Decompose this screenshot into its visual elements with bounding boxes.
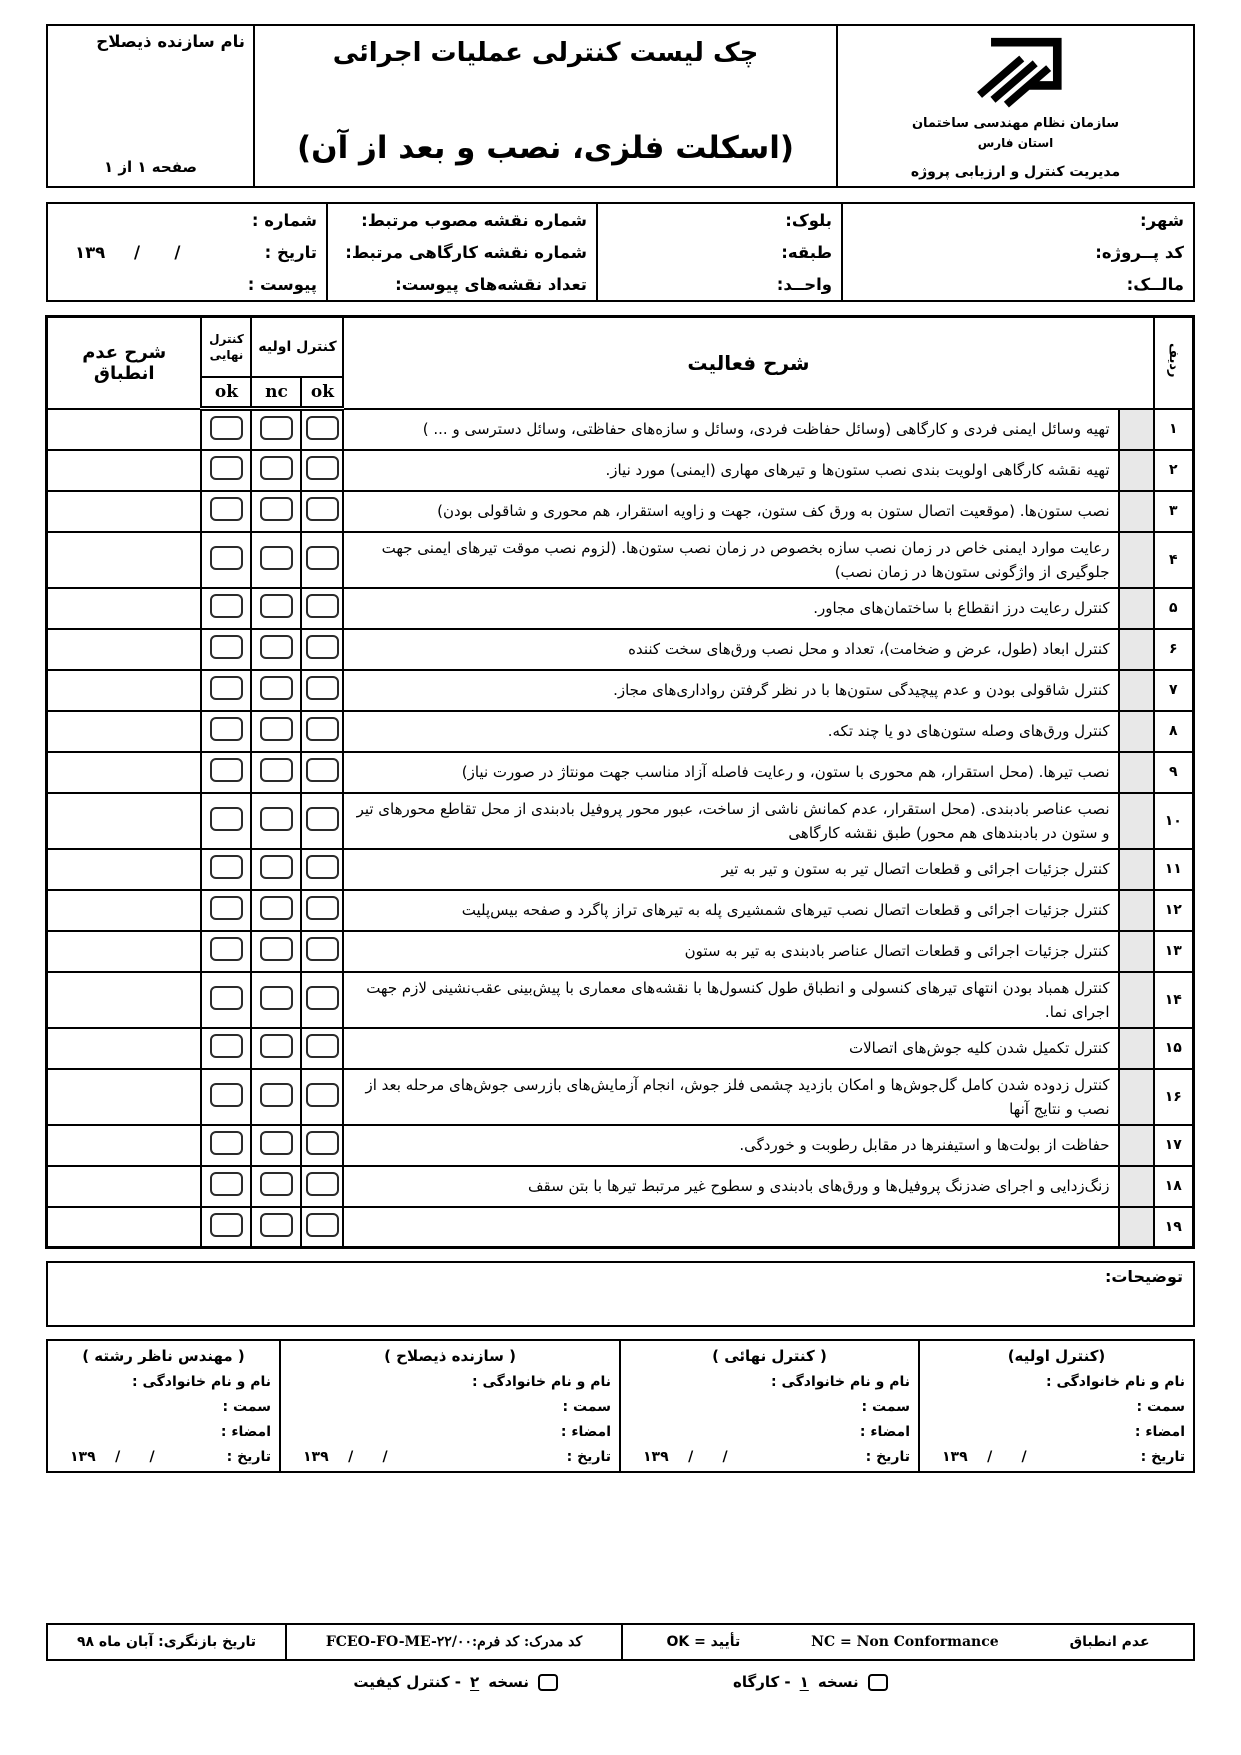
org-name-line2: استان فارس <box>977 136 1054 151</box>
final-ok-cell <box>201 629 251 670</box>
attached-plans-label: تعداد نقشه‌های پیوست: <box>395 274 587 294</box>
final-ok-checkbox[interactable] <box>210 546 243 570</box>
initial-nc-checkbox[interactable] <box>260 456 293 480</box>
initial-nc-cell <box>251 629 301 670</box>
copy1-item <box>733 1673 888 1691</box>
subheader-initial-nc: nc <box>251 377 301 409</box>
final-ok-cell <box>201 849 251 890</box>
initial-nc-cell <box>251 1207 301 1248</box>
row-spacer-strip <box>1119 532 1154 588</box>
row-index: ۱۴ <box>1154 972 1194 1028</box>
info-col-position <box>598 204 843 300</box>
final-ok-cell <box>201 450 251 491</box>
initial-ok-cell <box>301 1125 343 1166</box>
checklist-row <box>46 450 1193 491</box>
copy1-rest: - کارگاه <box>733 1673 791 1691</box>
row-index: ۶ <box>1154 629 1194 670</box>
row-spacer-strip <box>1119 1166 1154 1207</box>
checklist-row <box>46 409 1193 450</box>
initial-nc-checkbox[interactable] <box>260 758 293 782</box>
sig-signature-label: امضاء : <box>1134 1423 1185 1440</box>
row-spacer-strip <box>1119 1207 1154 1248</box>
sig-name-label: نام و نام خانوادگی : <box>770 1374 910 1391</box>
row-index: ۹ <box>1154 752 1194 793</box>
row-index: ۷ <box>1154 670 1194 711</box>
row-index: ۵ <box>1154 588 1194 629</box>
initial-ok-cell <box>301 1207 343 1248</box>
sig-date-value: / / ۱۳۹ <box>303 1448 388 1465</box>
final-ok-cell <box>201 1069 251 1125</box>
org-identity-cell <box>838 26 1193 186</box>
row-index: ۱۷ <box>1154 1125 1194 1166</box>
initial-ok-checkbox[interactable] <box>306 855 339 879</box>
sig-position-label: سمت : <box>1136 1399 1185 1416</box>
signature-role-title: ( مهندس ناظر رشته ) <box>82 1347 245 1365</box>
row-spacer-strip <box>1119 409 1154 450</box>
activity-text: زنگ‌زدایی و اجرای ضدزنگ پروفیل‌ها و ورق‌های بادبندی و سطوح غیر مرتبط تیرها با بتن سقف <box>343 1166 1118 1207</box>
final-ok-cell <box>201 793 251 849</box>
checklist-row <box>46 1125 1193 1166</box>
initial-ok-checkbox[interactable] <box>306 1172 339 1196</box>
initial-nc-cell <box>251 450 301 491</box>
org-logo-icon <box>968 34 1064 112</box>
checklist-row <box>46 972 1193 1028</box>
initial-nc-cell <box>251 491 301 532</box>
checklist-row <box>46 491 1193 532</box>
initial-ok-checkbox[interactable] <box>306 456 339 480</box>
sig-signature-label: امضاء : <box>859 1423 910 1440</box>
signature-column <box>621 1341 920 1471</box>
initial-ok-cell <box>301 849 343 890</box>
activity-text: نصب تیرها. (محل استقرار، هم محوری با ستون، و رعایت فاصله آزاد مناسب جهت مونتاژ در صورت نیاز) <box>343 752 1118 793</box>
final-ok-cell <box>201 1166 251 1207</box>
initial-ok-cell <box>301 1028 343 1069</box>
sig-name-label: نام و نام خانوادگی : <box>471 1374 611 1391</box>
nonconformance-desc-cell <box>46 629 201 670</box>
final-ok-checkbox[interactable] <box>210 1213 243 1237</box>
initial-nc-checkbox[interactable] <box>260 855 293 879</box>
row-spacer-strip <box>1119 1125 1154 1166</box>
copy1-label: نسخه <box>817 1673 859 1691</box>
initial-nc-cell <box>251 1125 301 1166</box>
signature-column <box>920 1341 1193 1471</box>
remarks-box <box>46 1261 1195 1327</box>
initial-ok-checkbox[interactable] <box>306 1034 339 1058</box>
initial-nc-cell <box>251 532 301 588</box>
copy2-checkbox[interactable] <box>538 1674 558 1691</box>
activity-text: تهیه نقشه کارگاهی اولویت بندی نصب ستون‌ها و تیرهای مهاری (ایمنی) مورد نیاز. <box>343 450 1118 491</box>
info-col-drawings <box>328 204 598 300</box>
initial-nc-cell <box>251 711 301 752</box>
row-spacer-strip <box>1119 1028 1154 1069</box>
row-index: ۱۱ <box>1154 849 1194 890</box>
initial-nc-checkbox[interactable] <box>260 416 293 440</box>
checklist-body <box>46 409 1193 1248</box>
activity-text: تهیه وسائل ایمنی فردی و کارگاهی (وسائل حفاظت فردی، وسائل و سازه‌های حفاظتی، وسائل دسترسی و ... ) <box>343 409 1118 450</box>
initial-ok-cell <box>301 491 343 532</box>
legend-bar <box>46 1623 1195 1661</box>
initial-ok-checkbox[interactable] <box>306 758 339 782</box>
nonconformance-desc-cell <box>46 972 201 1028</box>
final-ok-cell <box>201 1125 251 1166</box>
nonconformance-desc-cell <box>46 1125 201 1166</box>
final-ok-checkbox[interactable] <box>210 416 243 440</box>
nonconformance-desc-cell <box>46 890 201 931</box>
final-ok-cell <box>201 532 251 588</box>
final-ok-cell <box>201 752 251 793</box>
activity-text: کنترل جزئیات اجرائی و قطعات اتصال تیر به ستون و تیر به تیر <box>343 849 1118 890</box>
checklist-row <box>46 532 1193 588</box>
final-ok-cell <box>201 1207 251 1248</box>
legend-nc-fa: عدم انطباق <box>1069 1634 1150 1650</box>
initial-nc-checkbox[interactable] <box>260 1083 293 1107</box>
row-index: ۱۸ <box>1154 1166 1194 1207</box>
initial-nc-checkbox[interactable] <box>260 937 293 961</box>
initial-nc-checkbox[interactable] <box>260 986 293 1010</box>
initial-ok-cell <box>301 670 343 711</box>
owner-label: مالــک: <box>1126 274 1184 294</box>
sig-date-label: تاریخ : <box>226 1448 271 1465</box>
sig-position-label: سمت : <box>562 1399 611 1416</box>
checklist-row <box>46 890 1193 931</box>
initial-nc-checkbox[interactable] <box>260 1213 293 1237</box>
row-spacer-strip <box>1119 711 1154 752</box>
initial-ok-checkbox[interactable] <box>306 497 339 521</box>
final-ok-checkbox[interactable] <box>210 497 243 521</box>
final-ok-checkbox[interactable] <box>210 807 243 831</box>
nonconformance-desc-cell <box>46 409 201 450</box>
initial-nc-checkbox[interactable] <box>260 896 293 920</box>
activity-text <box>343 1207 1118 1248</box>
initial-nc-cell <box>251 1028 301 1069</box>
column-header-nonconformance: شرح عدم انطباق <box>46 317 201 409</box>
activity-text: کنترل جزئیات اجرائی و قطعات اتصال عناصر بادبندی به تیر به ستون <box>343 931 1118 972</box>
initial-ok-cell <box>301 752 343 793</box>
initial-ok-checkbox[interactable] <box>306 717 339 741</box>
activity-text: کنترل رعایت درز انقطاع با ساختمان‌های مجاور. <box>343 588 1118 629</box>
org-department-line: مدیریت کنترل و ارزیابی پروژه <box>910 163 1121 180</box>
activity-text: کنترل ورق‌های وصله ستون‌های دو یا چند تکه. <box>343 711 1118 752</box>
initial-ok-cell <box>301 931 343 972</box>
sig-date-label: تاریخ : <box>865 1448 910 1465</box>
activity-text: رعایت موارد ایمنی خاص در زمان نصب سازه بخصوص در زمان نصب ستون‌ها. (لزوم نصب موقت تیرهای ایمنی جهت جلوگیری از واژگونی ستون‌ها در زمان نصب) <box>343 532 1118 588</box>
initial-ok-cell <box>301 450 343 491</box>
final-ok-checkbox[interactable] <box>210 896 243 920</box>
page-number-label: صفحه ۱ از ۱ <box>104 158 197 176</box>
initial-ok-checkbox[interactable] <box>306 986 339 1010</box>
final-ok-cell <box>201 711 251 752</box>
column-header-final-control: کنترل نهایی <box>201 317 251 377</box>
legend-ok: تأیید = OK <box>666 1634 741 1650</box>
nonconformance-desc-cell <box>46 1028 201 1069</box>
checklist-row <box>46 752 1193 793</box>
legend-doc-code: کد مدرک: کد فرم:FCEO-FO-ME-۲۲/۰۰ <box>287 1625 623 1659</box>
row-index: ۱۹ <box>1154 1207 1194 1248</box>
checklist-row <box>46 849 1193 890</box>
final-ok-cell <box>201 1028 251 1069</box>
initial-nc-cell <box>251 752 301 793</box>
initial-nc-checkbox[interactable] <box>260 1131 293 1155</box>
initial-ok-checkbox[interactable] <box>306 676 339 700</box>
final-ok-checkbox[interactable] <box>210 594 243 618</box>
copy1-checkbox[interactable] <box>868 1674 888 1691</box>
final-ok-cell <box>201 588 251 629</box>
final-ok-cell <box>201 670 251 711</box>
project-code-label: کد پــروژه: <box>1095 242 1184 262</box>
sig-name-label: نام و نام خانوادگی : <box>1045 1374 1185 1391</box>
row-spacer-strip <box>1119 752 1154 793</box>
row-spacer-strip <box>1119 450 1154 491</box>
nonconformance-desc-cell <box>46 670 201 711</box>
initial-ok-cell <box>301 890 343 931</box>
row-index: ۱۲ <box>1154 890 1194 931</box>
doc-date-value: / / ۱۳۹ <box>75 242 181 262</box>
initial-ok-checkbox[interactable] <box>306 546 339 570</box>
sig-date-value: / / ۱۳۹ <box>942 1448 1027 1465</box>
final-ok-checkbox[interactable] <box>210 1131 243 1155</box>
org-name-line1: سازمان نظام مهندسی ساختمان <box>911 116 1120 131</box>
info-col-document <box>48 204 328 300</box>
signature-role-title: ( سازنده ذیصلاح ) <box>384 1347 516 1365</box>
activity-text: کنترل همباد بودن انتهای تیرهای کنسولی و انطباق طول کنسول‌ها با نقشه‌های معماری با پیش‌بینی عقب‌نشینی لازم جهت اجرای نما. <box>343 972 1118 1028</box>
copy2-rest: - کنترل کیفیت <box>353 1673 462 1691</box>
initial-ok-checkbox[interactable] <box>306 1083 339 1107</box>
sig-position-label: سمت : <box>861 1399 910 1416</box>
initial-ok-cell <box>301 1069 343 1125</box>
subheader-initial-ok: ok <box>301 377 343 409</box>
initial-ok-checkbox[interactable] <box>306 1131 339 1155</box>
sig-date-label: تاریخ : <box>566 1448 611 1465</box>
initial-ok-cell <box>301 409 343 450</box>
doc-number-label: شماره : <box>251 210 317 230</box>
initial-ok-cell <box>301 532 343 588</box>
row-index: ۳ <box>1154 491 1194 532</box>
row-index: ۲ <box>1154 450 1194 491</box>
initial-nc-checkbox[interactable] <box>260 635 293 659</box>
initial-nc-cell <box>251 409 301 450</box>
sig-date-value: / / ۱۳۹ <box>70 1448 155 1465</box>
nonconformance-desc-cell <box>46 1069 201 1125</box>
signature-role-title: (کنترل اولیه) <box>1007 1347 1106 1365</box>
initial-ok-checkbox[interactable] <box>306 1213 339 1237</box>
form-title-cell <box>255 26 838 186</box>
initial-nc-checkbox[interactable] <box>260 546 293 570</box>
final-ok-cell <box>201 931 251 972</box>
city-label: شهر: <box>1140 210 1184 230</box>
nonconformance-desc-cell <box>46 532 201 588</box>
row-index: ۱۳ <box>1154 931 1194 972</box>
initial-nc-checkbox[interactable] <box>260 497 293 521</box>
legend-nc-en: NC = Non Conformance <box>811 1634 999 1650</box>
nonconformance-desc-cell <box>46 491 201 532</box>
final-ok-cell <box>201 491 251 532</box>
checklist-row <box>46 1028 1193 1069</box>
row-spacer-strip <box>1119 793 1154 849</box>
checklist-row <box>46 1166 1193 1207</box>
block-label: بلوک: <box>785 210 832 230</box>
row-index: ۴ <box>1154 532 1194 588</box>
initial-nc-checkbox[interactable] <box>260 717 293 741</box>
initial-nc-checkbox[interactable] <box>260 1172 293 1196</box>
signature-role-title: ( کنترل نهائی ) <box>712 1347 827 1365</box>
approved-plan-label: شماره نقشه مصوب مرتبط: <box>361 210 587 230</box>
project-info-box <box>46 202 1195 302</box>
column-header-initial-control: کنترل اولیه <box>251 317 343 377</box>
legend-revision-date: تاریخ بازنگری: آبان ماه ۹۸ <box>48 1625 287 1659</box>
form-title-line2: (اسکلت فلزی، نصب و بعد از آن) <box>297 130 794 166</box>
signature-column <box>281 1341 621 1471</box>
final-ok-checkbox[interactable] <box>210 1172 243 1196</box>
signature-table <box>46 1339 1195 1473</box>
final-ok-checkbox[interactable] <box>210 855 243 879</box>
row-spacer-strip <box>1119 849 1154 890</box>
subheader-final-ok: ok <box>201 377 251 409</box>
nonconformance-desc-cell <box>46 1207 201 1248</box>
nonconformance-desc-cell <box>46 849 201 890</box>
initial-nc-checkbox[interactable] <box>260 594 293 618</box>
row-spacer-strip <box>1119 931 1154 972</box>
final-ok-checkbox[interactable] <box>210 986 243 1010</box>
row-spacer-strip <box>1119 1069 1154 1125</box>
initial-nc-checkbox[interactable] <box>260 807 293 831</box>
checklist-row <box>46 793 1193 849</box>
sig-position-label: سمت : <box>222 1399 271 1416</box>
activity-text: نصب ستون‌ها. (موقعیت اتصال ستون به ورق کف ستون، جهت و زاویه استقرار، هم محوری و شاقولی بودن) <box>343 491 1118 532</box>
nonconformance-desc-cell <box>46 711 201 752</box>
initial-ok-cell <box>301 793 343 849</box>
remarks-label: توضیحات: <box>1104 1267 1183 1286</box>
initial-ok-checkbox[interactable] <box>306 937 339 961</box>
final-ok-checkbox[interactable] <box>210 635 243 659</box>
sig-signature-label: امضاء : <box>560 1423 611 1440</box>
copy1-number: ۱ <box>799 1673 809 1691</box>
checklist-row <box>46 588 1193 629</box>
activity-text: نصب عناصر بادبندی. (محل استقرار، عدم کمانش ناشی از ساخت، عبور محور پروفیل بادبندی از محل تقاطع محورهای تیر و ستون در بادبندهای هم محور) طبق نقشه کارگاهی <box>343 793 1118 849</box>
nonconformance-desc-cell <box>46 931 201 972</box>
initial-ok-checkbox[interactable] <box>306 594 339 618</box>
builder-name-cell <box>48 26 255 186</box>
column-header-activity: شرح فعالیت <box>343 317 1153 409</box>
copy2-label: نسخه <box>488 1673 529 1691</box>
final-ok-cell <box>201 972 251 1028</box>
initial-nc-cell <box>251 588 301 629</box>
nonconformance-desc-cell <box>46 793 201 849</box>
initial-ok-cell <box>301 588 343 629</box>
doc-date-label: تاریخ : <box>264 242 317 262</box>
initial-nc-cell <box>251 793 301 849</box>
initial-nc-cell <box>251 1166 301 1207</box>
sig-signature-label: امضاء : <box>220 1423 271 1440</box>
nonconformance-desc-cell <box>46 588 201 629</box>
sig-date-label: تاریخ : <box>1140 1448 1185 1465</box>
checklist-table <box>45 315 1195 1249</box>
final-ok-checkbox[interactable] <box>210 717 243 741</box>
row-spacer-strip <box>1119 588 1154 629</box>
final-ok-cell <box>201 409 251 450</box>
checklist-row <box>46 670 1193 711</box>
checklist-row <box>46 1069 1193 1125</box>
initial-nc-cell <box>251 670 301 711</box>
checklist-row <box>46 629 1193 670</box>
legend-abbreviations <box>623 1625 1193 1659</box>
final-ok-checkbox[interactable] <box>210 1034 243 1058</box>
builder-name-label: نام سازنده ذیصلاح <box>96 32 245 51</box>
final-ok-checkbox[interactable] <box>210 1083 243 1107</box>
nonconformance-desc-cell <box>46 752 201 793</box>
nonconformance-desc-cell <box>46 450 201 491</box>
nonconformance-desc-cell <box>46 1166 201 1207</box>
row-spacer-strip <box>1119 972 1154 1028</box>
sig-date-value: / / ۱۳۹ <box>643 1448 728 1465</box>
info-col-location <box>843 204 1193 300</box>
final-ok-checkbox[interactable] <box>210 758 243 782</box>
initial-ok-checkbox[interactable] <box>306 635 339 659</box>
final-ok-checkbox[interactable] <box>210 456 243 480</box>
initial-nc-cell <box>251 931 301 972</box>
form-header <box>46 24 1195 188</box>
row-index: ۸ <box>1154 711 1194 752</box>
activity-text: حفاظت از بولت‌ها و استیفنرها در مقابل رطوبت و خوردگی. <box>343 1125 1118 1166</box>
row-index: ۱ <box>1154 409 1194 450</box>
copies-line <box>46 1673 1195 1691</box>
initial-nc-checkbox[interactable] <box>260 676 293 700</box>
initial-ok-cell <box>301 972 343 1028</box>
activity-text: کنترل شاقولی بودن و عدم پیچیدگی ستون‌ها با در نظر گرفتن رواداری‌های مجاز. <box>343 670 1118 711</box>
sig-name-label: نام و نام خانوادگی : <box>131 1374 271 1391</box>
initial-nc-cell <box>251 1069 301 1125</box>
final-ok-checkbox[interactable] <box>210 676 243 700</box>
row-index: ۱۶ <box>1154 1069 1194 1125</box>
form-title-line1: چک لیست کنترلی عملیات اجرائی <box>332 38 759 68</box>
initial-nc-checkbox[interactable] <box>260 1034 293 1058</box>
row-spacer-strip <box>1119 491 1154 532</box>
activity-text: کنترل تکمیل شدن کلیه جوش‌های اتصالات <box>343 1028 1118 1069</box>
activity-text: کنترل ابعاد (طول، عرض و ضخامت)، تعداد و محل نصب ورق‌های سخت کننده <box>343 629 1118 670</box>
initial-ok-cell <box>301 711 343 752</box>
checklist-row <box>46 931 1193 972</box>
initial-ok-cell <box>301 1166 343 1207</box>
attachment-label: پیوست : <box>247 274 317 294</box>
initial-ok-checkbox[interactable] <box>306 416 339 440</box>
initial-ok-checkbox[interactable] <box>306 807 339 831</box>
initial-nc-cell <box>251 849 301 890</box>
row-spacer-strip <box>1119 670 1154 711</box>
row-spacer-strip <box>1119 629 1154 670</box>
initial-ok-checkbox[interactable] <box>306 896 339 920</box>
final-ok-cell <box>201 890 251 931</box>
row-index: ۱۵ <box>1154 1028 1194 1069</box>
checklist-row <box>46 711 1193 752</box>
floor-label: طبقه: <box>781 242 832 262</box>
unit-label: واحــد: <box>776 274 832 294</box>
checklist-row <box>46 1207 1193 1248</box>
column-header-row-number: ردیف <box>1154 317 1194 409</box>
copy2-number: ۲ <box>470 1673 480 1691</box>
copy2-item <box>353 1673 558 1691</box>
activity-text: کنترل زدوده شدن کامل گل‌جوش‌ها و امکان بازدید چشمی فلز جوش، انجام آزمایش‌های بازرسی جوش‌های مرحله بعد از نصب و نتایج آنها <box>343 1069 1118 1125</box>
final-ok-checkbox[interactable] <box>210 937 243 961</box>
signature-column <box>48 1341 281 1471</box>
row-index: ۱۰ <box>1154 793 1194 849</box>
shop-plan-label: شماره نقشه کارگاهی مرتبط: <box>345 242 587 262</box>
initial-ok-cell <box>301 629 343 670</box>
initial-nc-cell <box>251 890 301 931</box>
row-spacer-strip <box>1119 890 1154 931</box>
initial-nc-cell <box>251 972 301 1028</box>
activity-text: کنترل جزئیات اجرائی و قطعات اتصال نصب تیرهای شمشیری پله به تیرهای تراز پاگرد و صفحه بیس‌پلیت <box>343 890 1118 931</box>
